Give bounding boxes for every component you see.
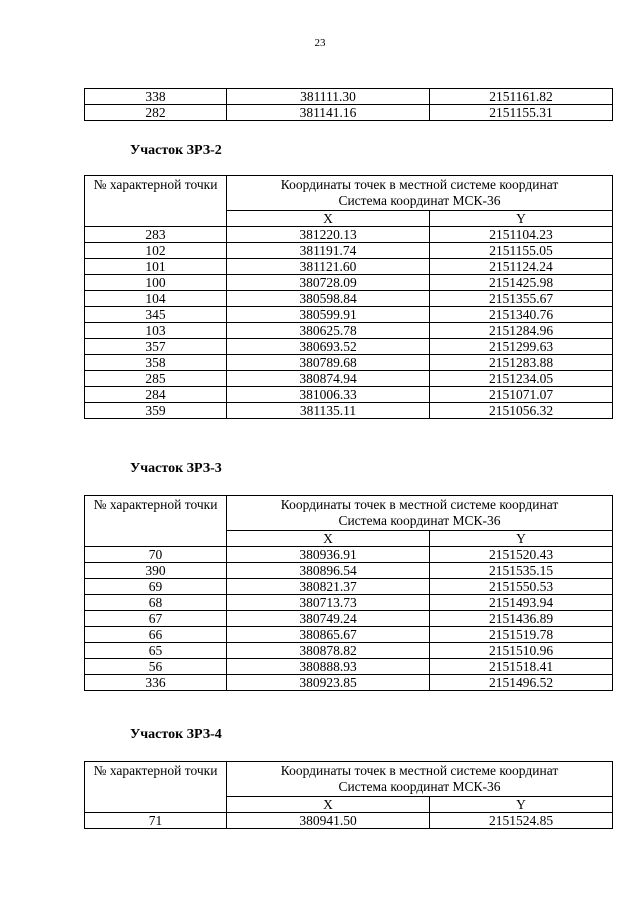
cell-y-coordinate: 2151234.05 [430, 371, 613, 387]
section-title-zrz-4: Участок ЗРЗ-4 [130, 727, 222, 742]
table-row [85, 675, 613, 691]
cell-y-coordinate: 2151518.41 [430, 659, 613, 675]
header-y: Y [430, 531, 613, 547]
header-point-number: № характерной точки [85, 176, 227, 227]
table-row [85, 89, 613, 105]
table-row [85, 813, 613, 829]
cell-x-coordinate: 381006.33 [227, 387, 430, 403]
cell-point-number: 71 [85, 813, 227, 829]
cell-x-coordinate: 380896.54 [227, 563, 430, 579]
header-x: X [227, 531, 430, 547]
cell-point-number: 390 [85, 563, 227, 579]
cell-point-number: 345 [85, 307, 227, 323]
header-y: Y [430, 797, 613, 813]
table-row [85, 403, 613, 419]
cell-point-number: 284 [85, 387, 227, 403]
cell-x-coordinate: 380941.50 [227, 813, 430, 829]
cell-x-coordinate: 380888.93 [227, 659, 430, 675]
cell-point-number: 358 [85, 355, 227, 371]
cell-x-coordinate: 381135.11 [227, 403, 430, 419]
cell-x-coordinate: 380789.68 [227, 355, 430, 371]
table-row [85, 243, 613, 259]
table-row [85, 579, 613, 595]
header-y: Y [430, 211, 613, 227]
cell-y-coordinate: 2151436.89 [430, 611, 613, 627]
cell-y-coordinate: 2151124.24 [430, 259, 613, 275]
cell-point-number: 68 [85, 595, 227, 611]
cell-y-coordinate: 2151299.63 [430, 339, 613, 355]
cell-point-number: 359 [85, 403, 227, 419]
cell-x-coordinate: 381191.74 [227, 243, 430, 259]
cell-x-coordinate: 380749.24 [227, 611, 430, 627]
table-row [85, 627, 613, 643]
coordinates-table-zrz-2 [84, 175, 613, 419]
cell-point-number: 104 [85, 291, 227, 307]
cell-y-coordinate: 2151425.98 [430, 275, 613, 291]
cell-x-coordinate: 381121.60 [227, 259, 430, 275]
cell-point-number: 336 [85, 675, 227, 691]
cell-y-coordinate: 2151520.43 [430, 547, 613, 563]
header-coordinates: Координаты точек в местной системе координат Система координат МСК-36 [227, 762, 613, 797]
header-coordinates: Координаты точек в местной системе координат Система координат МСК-36 [227, 176, 613, 211]
cell-y-coordinate: 2151496.52 [430, 675, 613, 691]
table-row [85, 105, 613, 121]
coordinates-table-zrz-4 [84, 761, 613, 829]
table-row [85, 563, 613, 579]
cell-x-coordinate: 380693.52 [227, 339, 430, 355]
cell-y-coordinate: 2151340.76 [430, 307, 613, 323]
cell-point-number: 357 [85, 339, 227, 355]
cell-point-number: 285 [85, 371, 227, 387]
table-row [85, 323, 613, 339]
cell-point-number: 283 [85, 227, 227, 243]
cell-y-coordinate: 2151284.96 [430, 323, 613, 339]
cell-x-coordinate: 381141.16 [227, 105, 430, 121]
table-row [85, 291, 613, 307]
cell-y-coordinate: 2151056.32 [430, 403, 613, 419]
header-coordinates: Координаты точек в местной системе координат Система координат МСК-36 [227, 496, 613, 531]
cell-x-coordinate: 380728.09 [227, 275, 430, 291]
page-number: 23 [314, 37, 326, 49]
table-row [85, 643, 613, 659]
cell-point-number: 69 [85, 579, 227, 595]
header-x: X [227, 211, 430, 227]
table-row [85, 259, 613, 275]
cell-x-coordinate: 380599.91 [227, 307, 430, 323]
cell-point-number: 70 [85, 547, 227, 563]
cell-y-coordinate: 2151519.78 [430, 627, 613, 643]
cell-x-coordinate: 381111.30 [227, 89, 430, 105]
table-row [85, 659, 613, 675]
cell-point-number: 100 [85, 275, 227, 291]
header-point-number: № характерной точки [85, 762, 227, 813]
table-row [85, 355, 613, 371]
cell-point-number: 282 [85, 105, 227, 121]
coordinates-table-zrz-3 [84, 495, 613, 691]
cell-point-number: 56 [85, 659, 227, 675]
cell-point-number: 67 [85, 611, 227, 627]
section-title-zrz-2: Участок ЗРЗ-2 [130, 143, 222, 158]
cell-y-coordinate: 2151510.96 [430, 643, 613, 659]
cell-y-coordinate: 2151161.82 [430, 89, 613, 105]
table-row [85, 371, 613, 387]
cell-y-coordinate: 2151550.53 [430, 579, 613, 595]
table-row [85, 339, 613, 355]
cell-point-number: 338 [85, 89, 227, 105]
cell-point-number: 103 [85, 323, 227, 339]
cell-point-number: 102 [85, 243, 227, 259]
cell-point-number: 65 [85, 643, 227, 659]
cell-y-coordinate: 2151071.07 [430, 387, 613, 403]
cell-point-number: 66 [85, 627, 227, 643]
cell-x-coordinate: 380865.67 [227, 627, 430, 643]
table-row [85, 307, 613, 323]
header-x: X [227, 797, 430, 813]
table-row [85, 611, 613, 627]
cell-x-coordinate: 380625.78 [227, 323, 430, 339]
table-row [85, 595, 613, 611]
cell-x-coordinate: 380923.85 [227, 675, 430, 691]
cell-x-coordinate: 380878.82 [227, 643, 430, 659]
cell-x-coordinate: 380598.84 [227, 291, 430, 307]
cell-point-number: 101 [85, 259, 227, 275]
table-row [85, 275, 613, 291]
cell-x-coordinate: 380936.91 [227, 547, 430, 563]
cell-x-coordinate: 380874.94 [227, 371, 430, 387]
table-row [85, 387, 613, 403]
header-point-number: № характерной точки [85, 496, 227, 547]
section-title-zrz-3: Участок ЗРЗ-3 [130, 461, 222, 476]
cell-y-coordinate: 2151524.85 [430, 813, 613, 829]
cell-y-coordinate: 2151283.88 [430, 355, 613, 371]
coordinates-table-continuation [84, 88, 613, 121]
cell-x-coordinate: 380713.73 [227, 595, 430, 611]
cell-y-coordinate: 2151535.15 [430, 563, 613, 579]
table-row [85, 227, 613, 243]
table-row [85, 547, 613, 563]
cell-x-coordinate: 380821.37 [227, 579, 430, 595]
cell-y-coordinate: 2151155.31 [430, 105, 613, 121]
cell-x-coordinate: 381220.13 [227, 227, 430, 243]
cell-y-coordinate: 2151493.94 [430, 595, 613, 611]
cell-y-coordinate: 2151104.23 [430, 227, 613, 243]
cell-y-coordinate: 2151155.05 [430, 243, 613, 259]
cell-y-coordinate: 2151355.67 [430, 291, 613, 307]
